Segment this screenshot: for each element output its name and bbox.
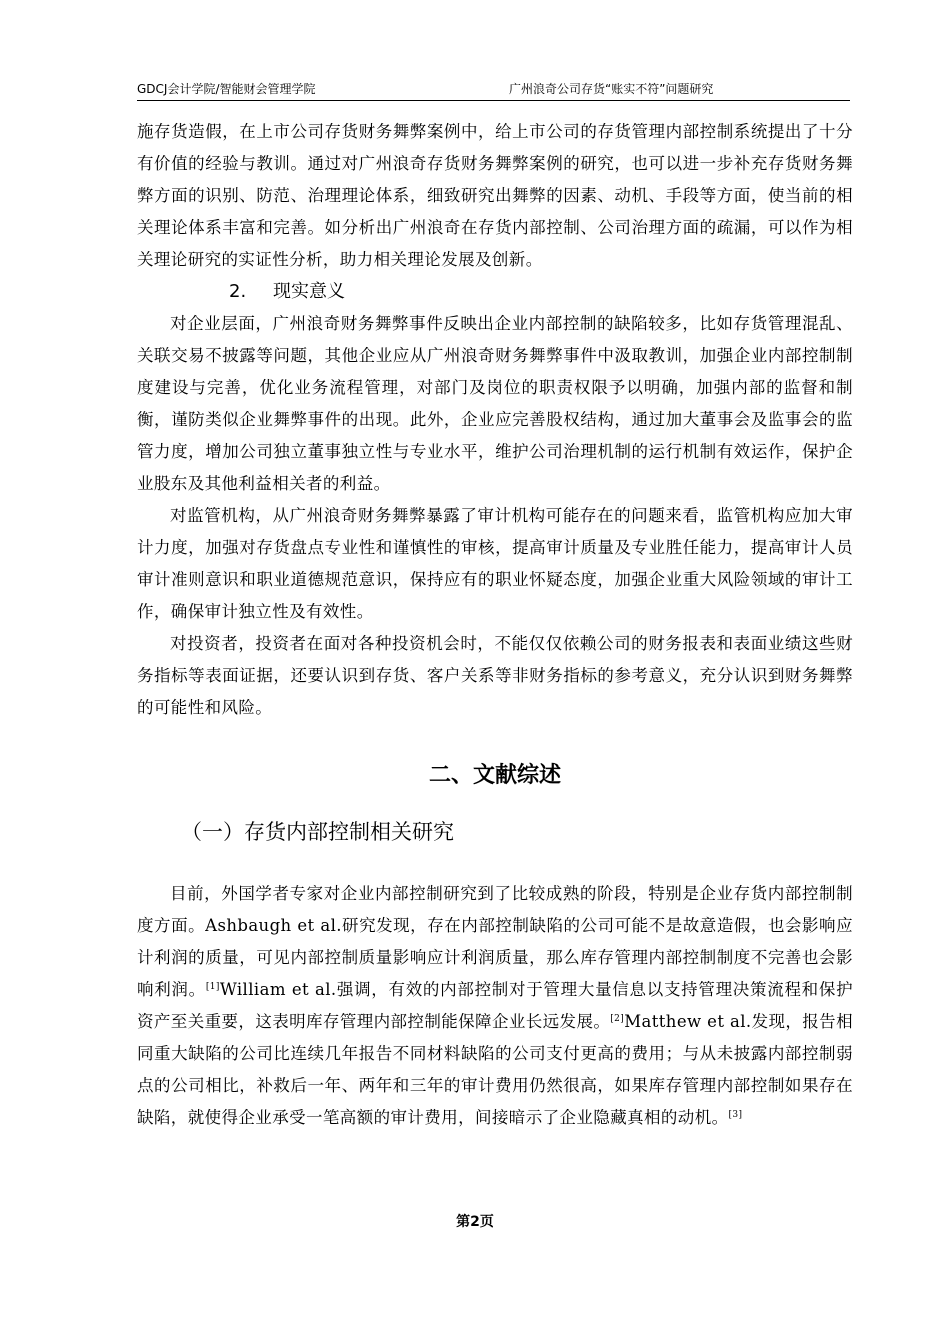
literature-text-1: 目前，外国学者专家对企业内部控制研究到了比较成熟的阶段，特别是企业存货内部控制制度方面。Ashbaugh et al.研究发现，存在内部控制缺陷的公司可能不是故意造假，也会影响应计利润的质量，可见内部控制质量影响应计利润质量，那么库存管理内部控制制度不完善也会影响利润。 — [137, 884, 853, 999]
paragraph-enterprise: 对企业层面，广州浪奇财务舞弊事件反映出企业内部控制的缺陷较多，比如存货管理混乱、关联交易不披露等问题，其他企业应从广州浪奇财务舞弊事件中汲取教训，加强企业内部控制制度建设与完善，优化业务流程管理，对部门及岗位的职责权限予以明确，加强内部的监督和制衡，谨防类似企业舞弊事件的出现。此外，企业应完善股权结构，通过加大董事会及监事会的监管力度，增加公司独立董事独立性与专业水平，维护公司治理机制的运行机制有效运作，保护企业股东及其他利益相关者的利益。 — [137, 314, 853, 493]
paragraph-investor: 对投资者，投资者在面对各种投资机会时，不能仅仅依赖公司的财务报表和表面业绩这些财务指标等表面证据，还要认识到存货、客户关系等非财务指标的参考意义，充分认识到财务舞弊的可能性和风险。 — [137, 634, 853, 717]
citation-2: [2] — [610, 1014, 625, 1024]
paragraph-regulator: 对监管机构，从广州浪奇财务舞弊暴露了审计机构可能存在的问题来看，监管机构应加大审计力度，加强对存货盘点专业性和谨慎性的审核，提高审计质量及专业胜任能力，提高审计人员审计准则意识和职业道德规范意识，保持应有的职业怀疑态度，加强企业重大风险领域的审计工作，确保审计独立性及有效性。 — [137, 506, 853, 621]
subsection-number: 2. — [229, 281, 247, 302]
literature-text-3: Matthew et al.发现，报告相同重大缺陷的公司比连续几年报告不同材料缺陷的公司支付更高的费用；与从未披露内部控制弱点的公司相比，补救后一年、两年和三年的审计费用仍然很高，如果库存管理内部控制如果存在缺陷，就使得企业承受一笔高额的审计费用，间接暗示了企业隐藏真相的动机。 — [137, 1012, 853, 1127]
subsection-title: 现实意义 — [273, 281, 345, 302]
citation-3: [3] — [728, 1110, 743, 1120]
citation-1: [1] — [205, 982, 220, 992]
page-number: 第2页 — [456, 1214, 494, 1230]
page-header — [137, 78, 850, 101]
page-content — [137, 116, 853, 1134]
paragraph-theory-significance: 施存货造假，在上市公司存货财务舞弊案例中，给上市公司的存货管理内部控制系统提出了十分有价值的经验与教训。通过对广州浪奇存货财务舞弊案例的研究，也可以进一步补充存货财务舞弊方面的识别、防范、治理理论体系，细致研究出舞弊的因素、动机、手段等方面，使当前的相关理论体系丰富和完善。如分析出广州浪奇在存货内部控制、公司治理方面的疏漏，可以作为相关理论研究的实证性分析，助力相关理论发展及创新。 — [137, 122, 853, 269]
header-school: GDCJ会计学院/智能财会管理学院 — [137, 82, 316, 96]
header-thesis-title: 广州浪奇公司存货“账实不符”问题研究 — [509, 82, 714, 96]
literature-text-2: William et al.强调，有效的内部控制对于管理大量信息以支持管理决策流程和保护资产至关重要，这表明库存管理内部控制能保障企业长远发展。 — [137, 980, 853, 1031]
chapter-title: 二、文献综述 — [428, 763, 561, 788]
paragraph-literature — [137, 878, 853, 1134]
section-title: （一）存货内部控制相关研究 — [181, 820, 454, 844]
subsection-heading — [137, 276, 853, 308]
